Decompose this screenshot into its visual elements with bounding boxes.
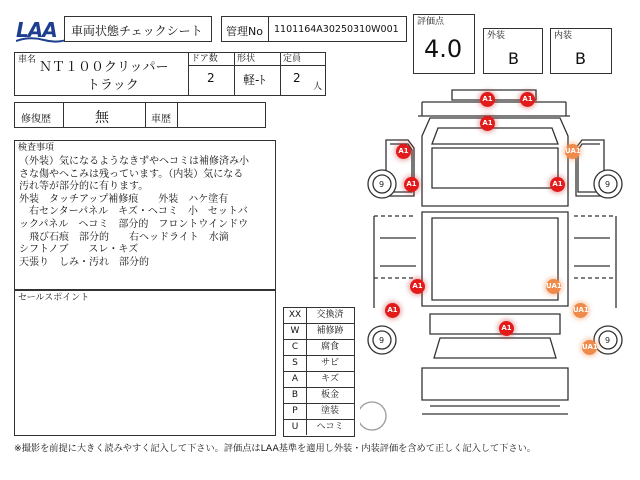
inspection-line: シフトノブ スレ・キズ — [19, 244, 139, 256]
spare-tire-icon — [360, 402, 386, 430]
damage-marker: UA1 — [573, 303, 588, 318]
damage-marker: UA1 — [582, 340, 597, 355]
car-name-line1: ＮＴ１００クリッパー — [39, 60, 169, 75]
damage-marker: UA1 — [546, 279, 561, 294]
footer-note: ※撮影を前提に大きく読みやすく記入して下さい。評価点はLAA基準を適用し外装・内装評価を含めて正しく記入して下さい。 — [14, 443, 536, 454]
vehicle-info-box — [14, 52, 326, 96]
inspection-line: 外装 タッチアップ補修痕 外装 ハケ塗有 — [19, 193, 229, 205]
exterior-label: 外装 — [487, 31, 506, 41]
inspection-line: 右センターパネル キズ・ヘコミ 小 セットバ — [19, 206, 248, 218]
capacity-unit: 人 — [313, 82, 323, 92]
inspection-line: （外装）気になるようなきずやヘコミは補修済み小 — [19, 156, 249, 167]
damage-marker: A1 — [480, 92, 495, 107]
exterior-value: B — [508, 49, 519, 68]
inspection-line: ックパネル ヘコミ 部分的 フロントウインドウ — [19, 218, 249, 230]
car-name-line2: トラック — [87, 78, 139, 93]
management-no-value: 1101164A30250310W001 — [274, 24, 399, 35]
capacity-value: 2 — [293, 71, 301, 85]
inspection-line: 汚れ等が部分的に有ります。 — [19, 181, 149, 193]
capacity-label: 定員 — [283, 54, 302, 64]
score-label: 評価点 — [417, 17, 445, 27]
management-no-box — [221, 16, 407, 42]
inspection-line: さな傷やヘこみは残っています。（内装）気になる — [19, 168, 244, 180]
damage-marker: A1 — [480, 116, 495, 131]
damage-marker: A1 — [499, 321, 514, 336]
repair-history-value: 無 — [95, 110, 109, 126]
inspection-line: 飛び石痕 部分的 右ヘッドライト 水滴 — [19, 231, 229, 243]
score-box — [413, 14, 475, 74]
legend-row: U ヘコミ — [284, 419, 354, 435]
interior-value: B — [575, 49, 586, 68]
svg-text:LAA: LAA — [16, 18, 57, 42]
legend-row: C 腐食 — [284, 339, 354, 355]
inspection-label: 検査事項 — [18, 143, 55, 153]
management-no-label: 管理No — [226, 25, 263, 38]
damage-marker: A1 — [404, 177, 419, 192]
legend-row: W 補修跡 — [284, 323, 354, 339]
damage-marker: A1 — [550, 177, 565, 192]
legend-row: P 塗装 — [284, 403, 354, 419]
interior-label: 内装 — [554, 31, 573, 41]
tire-tread-front-left: 9 — [379, 180, 385, 189]
damage-marker: A1 — [385, 303, 400, 318]
shape-value: 軽-ﾄ — [243, 73, 266, 87]
sales-point-box — [14, 290, 276, 436]
inspection-box — [14, 140, 276, 290]
inspection-text — [19, 156, 249, 269]
damage-legend — [283, 307, 355, 437]
damage-marker: A1 — [396, 144, 411, 159]
damage-marker: A1 — [520, 92, 535, 107]
vehicle-diagram — [360, 88, 630, 434]
exterior-box — [483, 28, 543, 74]
legend-row: B 板金 — [284, 387, 354, 403]
tire-tread-rear-right: 9 — [605, 336, 611, 345]
damage-marker: A1 — [410, 279, 425, 294]
inspection-line: 天張り しみ・汚れ 部分的 — [19, 256, 149, 268]
interior-box — [550, 28, 612, 74]
tire-tread-rear-left: 9 — [379, 336, 385, 345]
laa-logo — [16, 18, 68, 40]
legend-row: XX 交換済 — [284, 307, 354, 323]
doors-value: 2 — [207, 71, 215, 85]
legend-row: A キズ — [284, 371, 354, 387]
car-record-label: 車歴 — [151, 114, 171, 125]
shape-label: 形状 — [237, 54, 256, 64]
sales-point-label: セールスポイント — [18, 293, 90, 303]
legend-row: S サビ — [284, 355, 354, 371]
tire-tread-front-right: 9 — [605, 180, 611, 189]
sheet-title: 車両状態チェックシート — [71, 24, 203, 38]
car-name-label: 車名 — [18, 55, 37, 65]
sheet-title-box — [64, 16, 212, 42]
score-value: 4.0 — [424, 35, 463, 63]
damage-marker: UA1 — [565, 144, 580, 159]
repair-history-label: 修復歴 — [21, 114, 51, 125]
doors-label: ドア数 — [191, 54, 218, 64]
history-box — [14, 102, 266, 128]
